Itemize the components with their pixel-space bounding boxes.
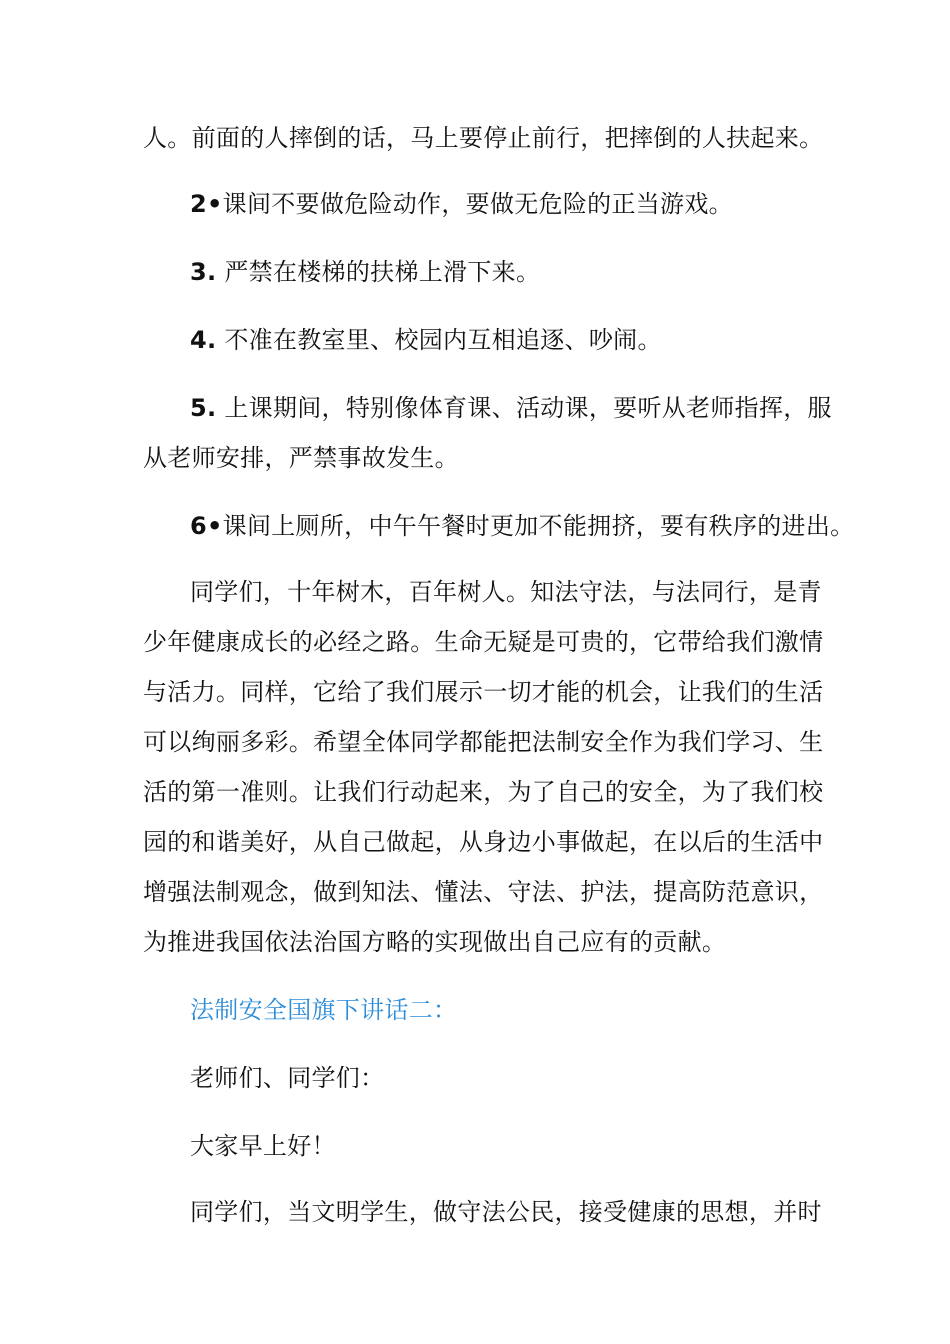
list-item: [190, 324, 870, 356]
line-text: 活的第一准则。让我们行动起来，为了自己的安全，为了我们校: [143, 778, 824, 806]
paragraph-line: [190, 576, 870, 608]
line-text: 老师们、同学们：: [190, 1064, 385, 1092]
line-text: 与活力。同样，它给了我们展示一切才能的机会，让我们的生活: [143, 678, 824, 706]
heading-text: 法制安全国旗下讲话二：: [190, 996, 458, 1024]
line-text: 为推进我国依法治国方略的实现做出自己应有的贡献。: [143, 928, 727, 956]
line-text: 同学们，十年树木，百年树人。知法守法，与法同行，是青: [190, 578, 822, 606]
paragraph-line: [143, 776, 823, 808]
paragraph-line: [143, 876, 823, 908]
list-item: [190, 510, 870, 542]
greeting: [190, 1130, 870, 1162]
list-text: 不准在教室里、校园内互相追逐、吵闹。: [224, 326, 662, 354]
line-text: 少年健康成长的必经之路。生命无疑是可贵的，它带给我们激情: [143, 628, 824, 656]
list-number: 6•: [190, 512, 223, 540]
line-text: 人。前面的人摔倒的话，马上要停止前行，把摔倒的人扶起来。: [143, 124, 824, 152]
list-item: [190, 188, 870, 220]
salutation: [190, 1062, 870, 1094]
paragraph-line: [143, 726, 823, 758]
list-text: 课间不要做危险动作，要做无危险的正当游戏。: [222, 190, 733, 218]
paragraph-line: [143, 626, 823, 658]
list-number: 2•: [190, 190, 223, 218]
paragraph-line: [143, 926, 823, 958]
list-number: 5.: [190, 394, 217, 422]
list-number: 3.: [190, 258, 217, 286]
line-text: 大家早上好！: [190, 1132, 336, 1160]
list-item: [190, 256, 870, 288]
list-text: 课间上厕所，中午午餐时更加不能拥挤，要有秩序的进出。: [222, 512, 855, 540]
line-text: 同学们，当文明学生，做守法公民，接受健康的思想，并时: [190, 1198, 822, 1226]
section-heading: [190, 994, 870, 1026]
paragraph-line: [143, 122, 823, 154]
list-text: 上课期间，特别像体育课、活动课，要听从老师指挥，服: [224, 394, 832, 422]
list-number: 4.: [190, 326, 217, 354]
line-text: 从老师安排，严禁事故发生。: [143, 444, 459, 472]
line-text: 可以绚丽多彩。希望全体同学都能把法制安全作为我们学习、生: [143, 728, 824, 756]
list-text: 严禁在楼梯的扶梯上滑下来。: [224, 258, 541, 286]
list-item: [190, 392, 870, 424]
paragraph-line: [143, 676, 823, 708]
line-text: 增强法制观念，做到知法、懂法、守法、护法，提高防范意识，: [143, 878, 824, 906]
paragraph-line: [190, 1196, 870, 1228]
line-text: 园的和谐美好，从自己做起，从身边小事做起，在以后的生活中: [143, 828, 824, 856]
paragraph-line: [143, 826, 823, 858]
paragraph-line: [143, 442, 823, 474]
